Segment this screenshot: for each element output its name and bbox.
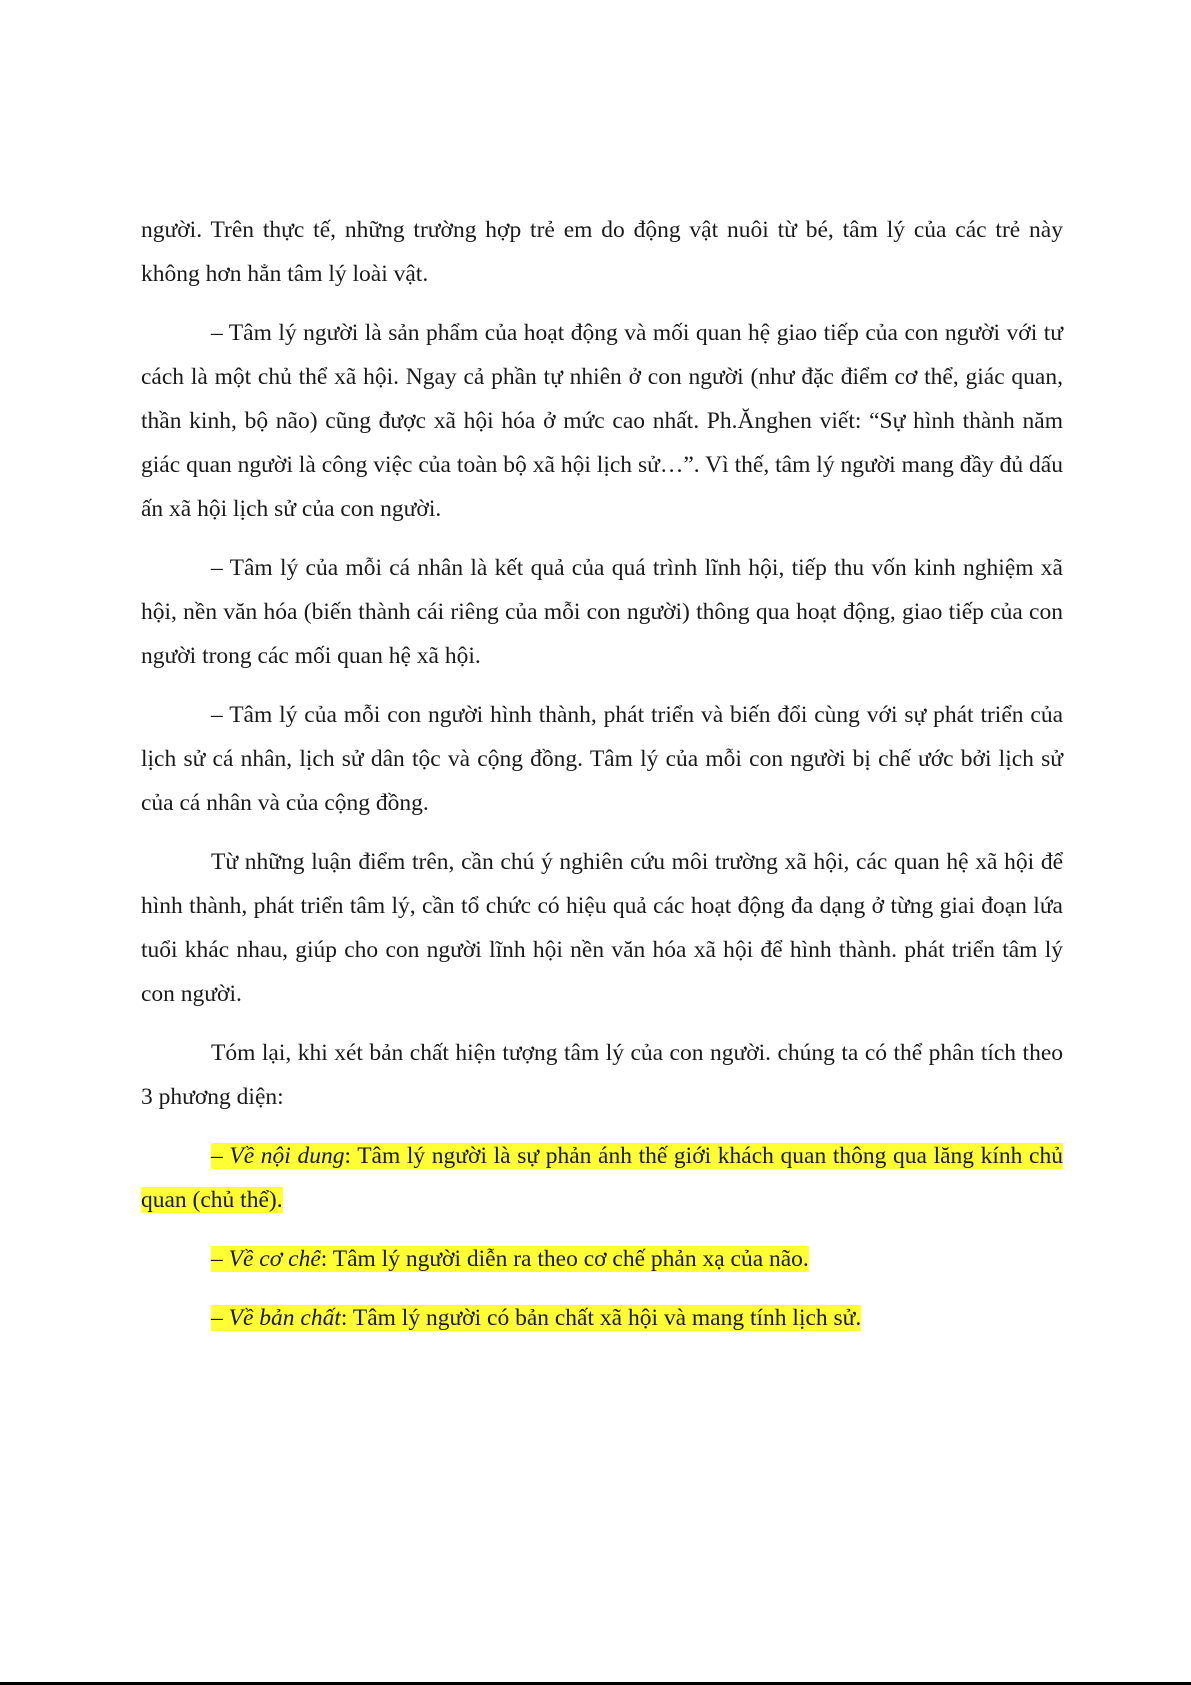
highlight-text: : Tâm lý người diễn ra theo cơ chế phản xạ của não. bbox=[320, 1246, 809, 1272]
highlight-text: : Tâm lý người là sự phản ánh thế giới khách quan thông qua lăng kính chủ quan (chủ thể). bbox=[141, 1143, 1063, 1213]
paragraph-social-product: – Tâm lý người là sản phẩm của hoạt động và mối quan hệ giao tiếp của con người với tư cách là một chủ thể xã hội. Ngay cả phần tự nhiên ở con người (như đặc điểm cơ thể, giác quan, thần kinh, bộ não) cũng được xã hội hóa ở mức cao nhất. Ph.Ănghen viết: “Sự hình thành năm giác quan người là công việc của toàn bộ xã hội lịch sử…”. Vì thế, tâm lý người mang đầy đủ dấu ấn xã hội lịch sử của con người. bbox=[141, 320, 1063, 522]
highlight-term: Về cơ chế bbox=[228, 1246, 321, 1272]
document-page bbox=[141, 208, 1063, 1355]
paragraph-continuation: người. Trên thực tế, những trường hợp trẻ em do động vật nuôi từ bé, tâm lý của các trẻ này không hơn hẳn tâm lý loài vật. bbox=[141, 217, 1063, 287]
highlight-dash: – bbox=[211, 1305, 229, 1331]
paragraph-historical-development: – Tâm lý của mỗi con người hình thành, phát triển và biến đổi cùng với sự phát triển của lịch sử cá nhân, lịch sử dân tộc và cộng đồng. Tâm lý của mỗi con người bị chế ước bởi lịch sử của cá nhân và của cộng đồng. bbox=[141, 702, 1063, 816]
paragraph-conclusion: Từ những luận điểm trên, cần chú ý nghiên cứu môi trường xã hội, các quan hệ xã hội để hình thành, phát triển tâm lý, cần tổ chức có hiệu quả các hoạt động đa dạng ở từng giai đoạn lứa tuổi khác nhau, giúp cho con người lĩnh hội nền văn hóa xã hội để hình thành. phát triển tâm lý con người. bbox=[141, 849, 1063, 1007]
highlight-point-nature bbox=[141, 1296, 1063, 1340]
highlight-dash: – bbox=[211, 1246, 229, 1272]
highlight-term: Về bản chất bbox=[228, 1305, 341, 1331]
highlight-point-mechanism bbox=[141, 1237, 1063, 1281]
paragraph-individual-psychology: – Tâm lý của mỗi cá nhân là kết quả của quá trình lĩnh hội, tiếp thu vốn kinh nghiệm xã hội, nền văn hóa (biến thành cái riêng của mỗi con người) thông qua hoạt động, giao tiếp của con người trong các mối quan hệ xã hội. bbox=[141, 555, 1063, 669]
highlight-term: Về nội dung bbox=[229, 1143, 345, 1169]
highlight-dash: – bbox=[211, 1143, 230, 1169]
paragraph-summary: Tóm lại, khi xét bản chất hiện tượng tâm lý của con người. chúng ta có thể phân tích theo 3 phương diện: bbox=[141, 1040, 1063, 1110]
highlight-text: : Tâm lý người có bản chất xã hội và mang tính lịch sử. bbox=[340, 1305, 862, 1331]
highlight-point-content bbox=[141, 1134, 1063, 1222]
